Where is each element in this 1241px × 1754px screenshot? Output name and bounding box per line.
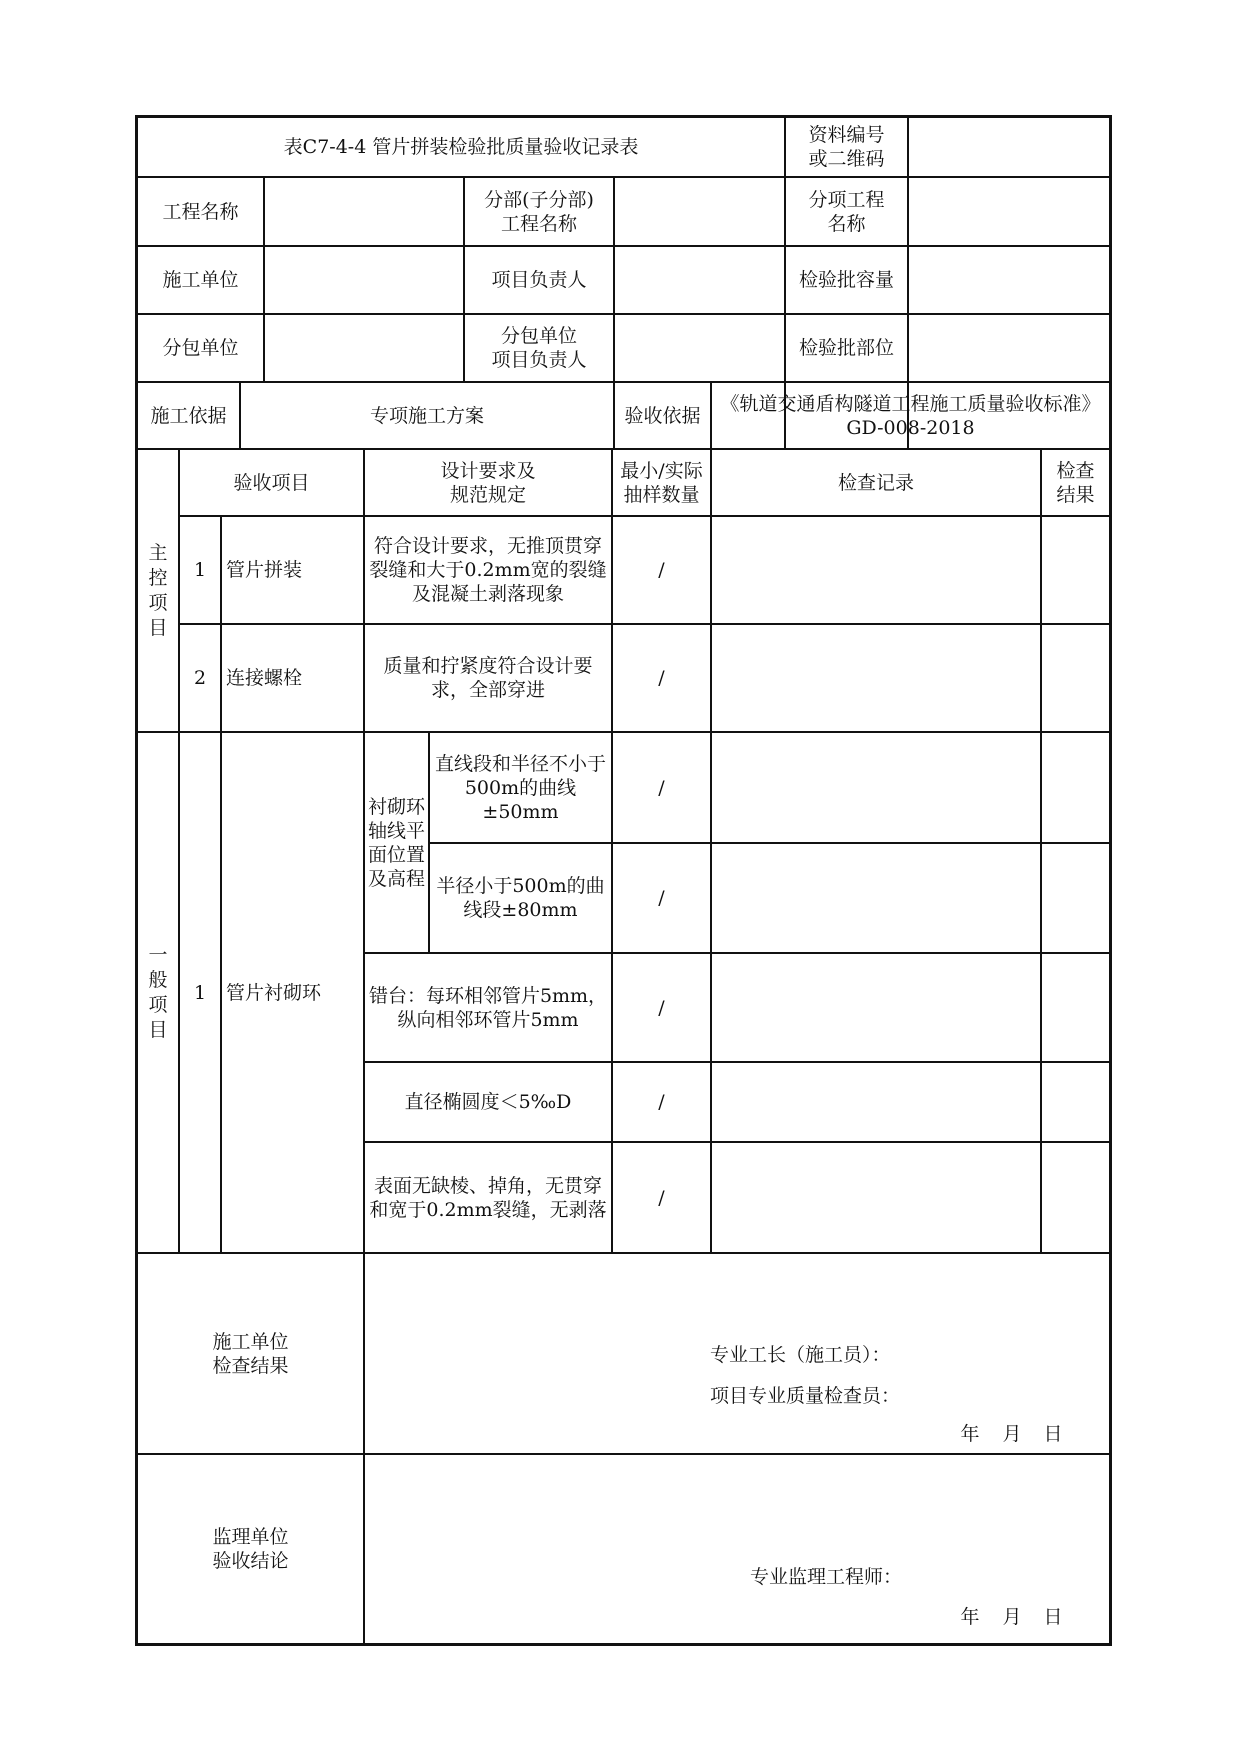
main-row-requirement [365, 517, 611, 623]
requirement-line: 纵向相邻环管片5mm [397, 1008, 579, 1031]
project-manager-field[interactable] [615, 247, 784, 313]
general-row-result[interactable] [1042, 844, 1109, 952]
date-month: 月 [1002, 1606, 1022, 1628]
col-requirement-line: 设计要求及 [440, 459, 536, 482]
group-char: 一 [148, 943, 168, 966]
sub-group-line: 及高程 [367, 867, 425, 890]
requirement-line: 符合设计要求，无推顶贯穿 [373, 535, 602, 557]
group-char: 目 [148, 1018, 168, 1041]
main-row-result[interactable] [1042, 625, 1109, 731]
col-result-line: 检查 [1056, 459, 1095, 482]
contractor-field[interactable] [265, 247, 463, 313]
code-label [786, 118, 907, 176]
general-row-number: 1 [193, 981, 207, 1004]
subdivision-label-line: 工程名称 [500, 212, 577, 235]
requirement-line: 500m的曲线±50mm [464, 776, 577, 823]
main-row-record[interactable] [712, 625, 1040, 731]
date-year: 年 [960, 1606, 980, 1628]
supervision-line: 监理单位 [212, 1526, 289, 1548]
supervision-label [138, 1455, 363, 1643]
subdivision-field[interactable] [615, 178, 784, 245]
form-title: 表C7-4-4 管片拼装检验批质量验收记录表 [283, 136, 639, 158]
main-row-number: 2 [193, 667, 207, 689]
code-label-line: 或二维码 [808, 148, 885, 170]
engineer-signature-label: 专业监理工程师： [750, 1566, 903, 1588]
requirement-line: 和宽于0.2mm裂缝，无剥落 [369, 1198, 607, 1221]
code-field[interactable] [909, 118, 1109, 176]
supervision-line: 验收结论 [212, 1550, 289, 1572]
general-row-requirement [365, 954, 611, 1061]
group-char: 目 [148, 616, 168, 639]
item-label-line: 名称 [827, 212, 866, 235]
group-char: 项 [148, 993, 168, 1016]
sub-group-label [365, 733, 428, 952]
sub-manager-label-line: 分包单位 [500, 325, 577, 347]
construction-basis-label: 施工依据 [150, 404, 227, 427]
general-row-sampling[interactable]: / [658, 996, 665, 1019]
acceptance-basis-value [712, 383, 1109, 448]
general-row-result[interactable] [1042, 733, 1109, 842]
acceptance-basis-label: 验收依据 [624, 404, 701, 427]
col-result [1042, 450, 1109, 515]
inspector-signature-label: 项目专业质量检查员： [710, 1385, 901, 1407]
general-row-sampling[interactable]: / [658, 887, 665, 909]
general-row-record[interactable] [712, 733, 1040, 842]
batch-capacity-field[interactable] [909, 247, 1109, 313]
sub-group-line: 轴线平 [367, 819, 425, 842]
contractor-check-label [138, 1254, 363, 1453]
general-row-sampling[interactable]: / [658, 776, 665, 799]
project-name-label: 工程名称 [162, 200, 239, 223]
sub-group-line: 衬砌环 [367, 795, 425, 818]
requirement-line: 质量和拧紧度符合设计要 [383, 655, 593, 677]
general-row-name: 管片衬砌环 [226, 981, 322, 1004]
general-row-sampling[interactable]: / [658, 1091, 665, 1113]
foreman-signature-label: 专业工长（施工员）： [710, 1344, 891, 1366]
col-item: 验收项目 [233, 471, 310, 494]
requirement-line: 直线段和半径不小于 [434, 752, 606, 775]
main-row-name: 连接螺栓 [226, 667, 303, 689]
batch-capacity-label: 检验批容量 [798, 269, 894, 291]
border-right [1109, 115, 1112, 1646]
group-char: 主 [148, 541, 168, 564]
col-sampling [613, 450, 710, 515]
general-row-requirement [365, 1063, 611, 1141]
general-row-requirement [430, 733, 611, 842]
requirement-line: 错台：每环相邻管片5mm， [368, 984, 608, 1007]
sub-manager-label [465, 315, 613, 381]
contractor-check-line: 检查结果 [212, 1354, 289, 1377]
requirement-line: 求，全部穿进 [430, 679, 545, 701]
requirement-line: 直径椭圆度＜5‰D [404, 1091, 572, 1113]
col-result-line: 结果 [1056, 483, 1095, 506]
general-row-record[interactable] [712, 954, 1040, 1061]
sub-manager-label-line: 项目负责人 [491, 349, 587, 371]
main-row-sampling[interactable]: / [658, 559, 665, 581]
date-month: 月 [1002, 1423, 1022, 1445]
batch-location-field[interactable] [909, 315, 1109, 381]
requirement-line: 半径小于500m的曲 [436, 875, 605, 897]
main-row-number: 1 [193, 559, 207, 581]
requirement-line: 裂缝和大于0.2mm宽的裂缝 [369, 559, 607, 581]
main-row-sampling[interactable]: / [658, 667, 665, 689]
col-requirement-line: 规范规定 [449, 483, 526, 506]
group-char: 般 [148, 968, 168, 991]
general-items-group-label [138, 733, 178, 1252]
date-year: 年 [960, 1423, 980, 1445]
general-row-result[interactable] [1042, 1143, 1109, 1252]
subdivision-label-line: 分部(子分部) [484, 188, 594, 211]
construction-basis-value: 专项施工方案 [369, 404, 484, 427]
item-label [786, 178, 907, 245]
general-row-record[interactable] [712, 1143, 1040, 1252]
col-record: 检查记录 [837, 471, 914, 494]
general-row-record[interactable] [712, 1063, 1040, 1141]
general-row-result[interactable] [1042, 1063, 1109, 1141]
group-char: 控 [148, 566, 168, 589]
requirement-line: 及混凝土剥落现象 [411, 583, 564, 605]
acceptance-basis-line: 《轨道交通盾构隧道工程施工质量验收标准》 [720, 392, 1101, 415]
project-manager-label: 项目负责人 [491, 269, 587, 291]
date-day: 日 [1043, 1423, 1063, 1445]
general-row-requirement [430, 844, 611, 952]
project-name-field[interactable] [265, 178, 463, 245]
code-label-line: 资料编号 [808, 124, 885, 146]
acceptance-basis-line: GD-008-2018 [846, 416, 975, 439]
main-row-requirement [365, 625, 611, 731]
col-requirement [365, 450, 611, 515]
sub-group-line: 面位置 [367, 843, 425, 866]
item-label-line: 分项工程 [808, 188, 885, 211]
requirement-line: 表面无缺棱、掉角，无贯穿 [373, 1174, 602, 1197]
general-row-sampling[interactable]: / [658, 1186, 665, 1209]
batch-location-label: 检验批部位 [798, 337, 894, 359]
border-bottom [135, 1643, 1112, 1646]
main-row-record[interactable] [712, 517, 1040, 623]
subcontractor-label: 分包单位 [162, 337, 239, 359]
date-day: 日 [1043, 1606, 1063, 1628]
main-items-group-label [138, 450, 178, 731]
general-row-requirement [365, 1143, 611, 1252]
sub-manager-field[interactable] [615, 315, 784, 381]
general-row-result[interactable] [1042, 954, 1109, 1061]
acceptance-record-form [135, 115, 1112, 1646]
col-sampling-line: 最小/实际 [620, 459, 703, 482]
general-row-record[interactable] [712, 844, 1040, 952]
main-row-result[interactable] [1042, 517, 1109, 623]
subdivision-label [465, 178, 613, 245]
contractor-label: 施工单位 [162, 269, 239, 291]
group-char: 项 [148, 591, 168, 614]
subcontractor-field[interactable] [265, 315, 463, 381]
contractor-check-line: 施工单位 [212, 1330, 289, 1353]
supervision-field[interactable] [365, 1455, 1109, 1643]
col-sampling-line: 抽样数量 [623, 483, 700, 506]
item-field[interactable] [909, 178, 1109, 245]
requirement-line: 线段±80mm [463, 899, 578, 921]
main-row-name: 管片拼装 [226, 559, 303, 581]
